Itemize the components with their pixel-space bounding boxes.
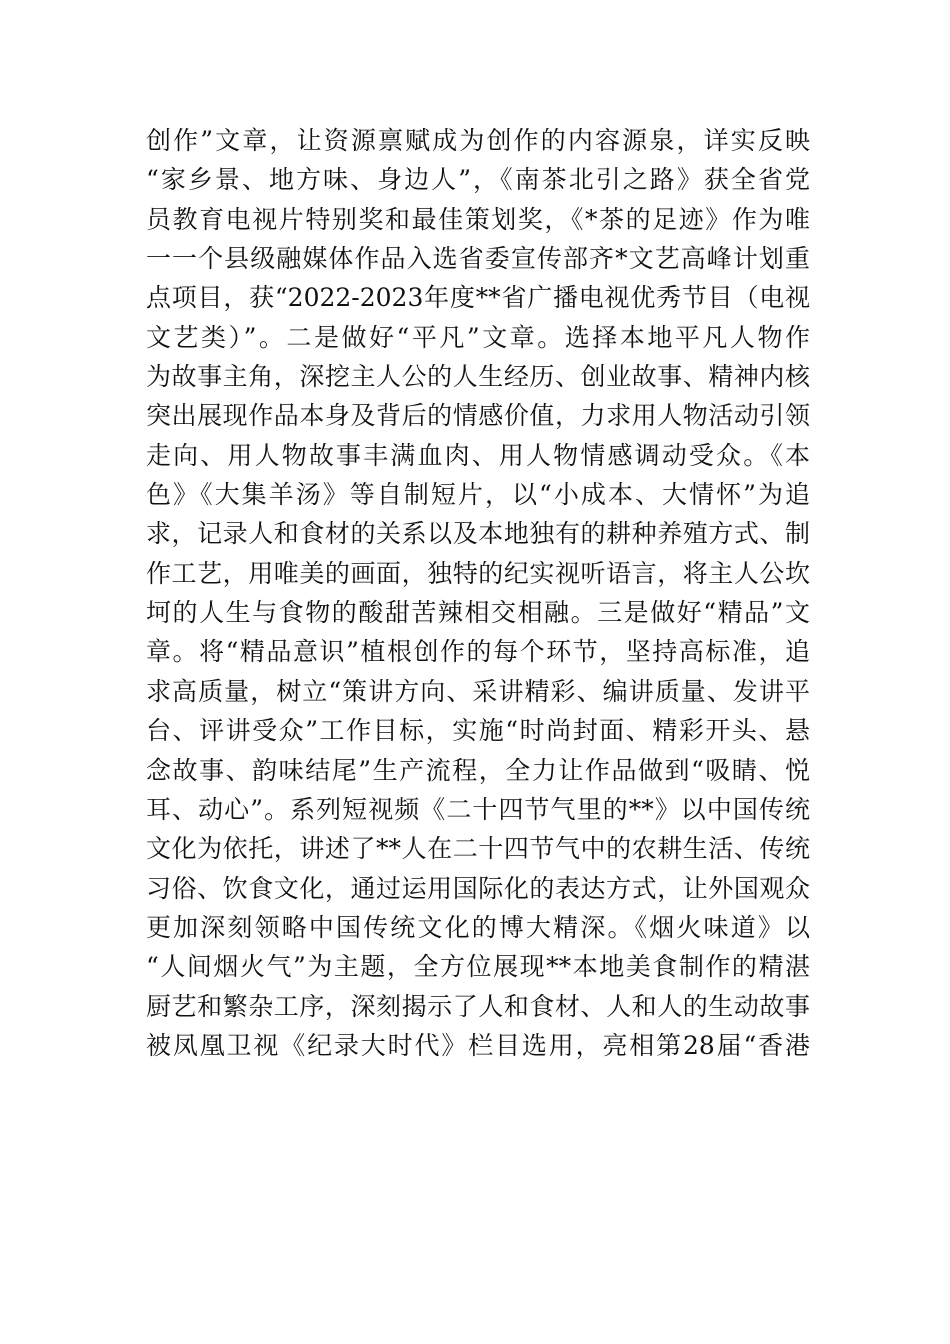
text-line: 点项目，获“2022-2023年度**省广播电视优秀节目（电视: [146, 283, 810, 313]
text-line: 习俗、饮食文化，通过运用国际化的表达方式，让外国观众: [146, 873, 810, 903]
text-line: 走向、用人物故事丰满血肉、用人物情感调动受众。《本: [146, 440, 810, 470]
text-line: 创作”文章，让资源禀赋成为创作的内容源泉，详实反映: [146, 126, 810, 155]
text-line: 台、评讲受众”工作目标，实施“时尚封面、精彩开头、悬: [146, 716, 810, 746]
text-line: “家乡景、地方味、身边人”，《南茶北引之路》获全省党: [146, 165, 810, 195]
text-line: 被凤凰卫视《纪录大时代》栏目选用，亮相第28届“香港: [146, 1030, 810, 1060]
text-line: 求，记录人和食材的关系以及本地独有的耕种养殖方式、制: [146, 519, 810, 549]
text-line: 色》《大集羊汤》等自制短片，以“小成本、大情怀”为追: [146, 480, 810, 510]
text-line: 章。将“精品意识”植根创作的每个环节，坚持高标准，追: [146, 637, 810, 667]
text-line: 突出展现作品本身及背后的情感价值，力求用人物活动引领: [146, 401, 810, 431]
text-line: 耳、动心”。系列短视频《二十四节气里的**》以中国传统: [146, 794, 810, 824]
text-line: 文艺类）”。二是做好“平凡”文章。选择本地平凡人物作: [146, 322, 810, 352]
text-line: 作工艺，用唯美的画面，独特的纪实视听语言，将主人公坎: [146, 558, 810, 588]
text-line: 坷的人生与食物的酸甜苦辣相交相融。三是做好“精品”文: [146, 598, 810, 628]
text-line: 厨艺和繁杂工序，深刻揭示了人和食材、人和人的生动故事: [146, 991, 810, 1021]
text-line: 文化为依托，讲述了**人在二十四节气中的农耕生活、传统: [146, 834, 810, 864]
text-line: 一一个县级融媒体作品入选省委宣传部齐*文艺高峰计划重: [146, 244, 810, 274]
body-paragraph: [146, 121, 810, 1065]
text-line: 为故事主角，深挖主人公的人生经历、创业故事、精神内核: [146, 362, 810, 392]
text-line: 求高质量，树立“策讲方向、采讲精彩、编讲质量、发讲平: [146, 676, 810, 706]
text-line: 念故事、韵味结尾”生产流程，全力让作品做到“吸睛、悦: [146, 755, 810, 785]
text-line: 员教育电视片特别奖和最佳策划奖，《*茶的足迹》作为唯: [146, 204, 810, 234]
text-line: 更加深刻领略中国传统文化的博大精深。《烟火味道》以: [146, 912, 810, 942]
text-line: “人间烟火气”为主题，全方位展现**本地美食制作的精湛: [146, 952, 810, 982]
